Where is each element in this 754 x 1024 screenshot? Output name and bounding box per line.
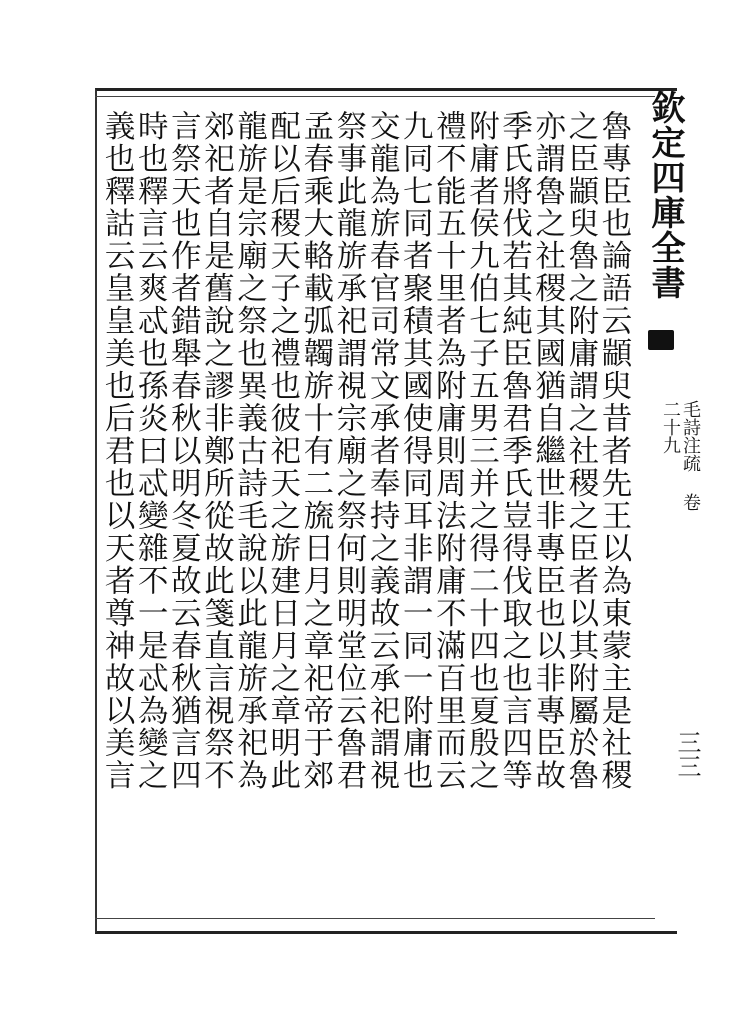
text-column: 之臣顓臾魯之附庸謂之社稷之臣者以其附屬於魯 — [562, 110, 598, 792]
text-column: 龍旂是宗廟之祭也異義古詩毛說以此龍旂承祀為 — [231, 110, 267, 792]
volume-note — [660, 400, 700, 520]
text-column: 言祭天也作者錯舉春秋以明冬夏故云春秋猶言四 — [165, 110, 201, 792]
text-column: 交龍為旂春官司常文承者奉持之義故云承祀謂視 — [364, 110, 400, 792]
page-number: 三三 — [673, 730, 701, 778]
text-column: 配以后稷天子之禮也彼祀天之旂建日月之章明此 — [264, 110, 300, 792]
inner-bottom-rule — [95, 918, 655, 919]
text-column: 孟春乘大輅載弧韣旂十有二旒日月之章祀帝于郊 — [297, 110, 333, 792]
inner-top-rule — [95, 96, 655, 97]
text-column: 魯專臣也論語云顓臾昔者先王以為東蒙主是社稷 — [596, 110, 631, 792]
text-column: 郊祀者自是舊說之謬非鄭所從故此箋直言視祭不 — [198, 110, 234, 792]
text-column: 禮不能五十里者為附庸則周法附庸不滿百里而云 — [430, 110, 466, 792]
text-column: 祭事此龍旂承祀謂視宗廟之祭何則明堂位云魯君 — [331, 110, 366, 792]
series-title: 欽定四庫全書 — [645, 90, 685, 300]
text-column: 九同七同者聚積其國使得同耳非謂一同一附庸也 — [397, 110, 433, 792]
text-column: 附庸者侯九伯七子五男三并之得二十四也夏殷之 — [463, 110, 499, 792]
text-column: 亦謂魯之社稷其國猶自繼世非專臣也以非專臣故 — [529, 110, 565, 792]
volume-number: 卷二十九 — [660, 400, 701, 511]
text-column: 時也釋言云爽忒也孫炎曰忒變雜不一是忒為變之 — [132, 110, 168, 792]
book-title: 毛詩注疏 — [680, 400, 701, 472]
text-column: 季氏將伐若其純臣魯君季氏豈得伐取之也言四等 — [496, 110, 532, 792]
text-column: 義也釋詁云皇皇美也后君也以天者尊神故以美言 — [99, 110, 135, 792]
fish-tail-mark-icon — [648, 330, 674, 350]
